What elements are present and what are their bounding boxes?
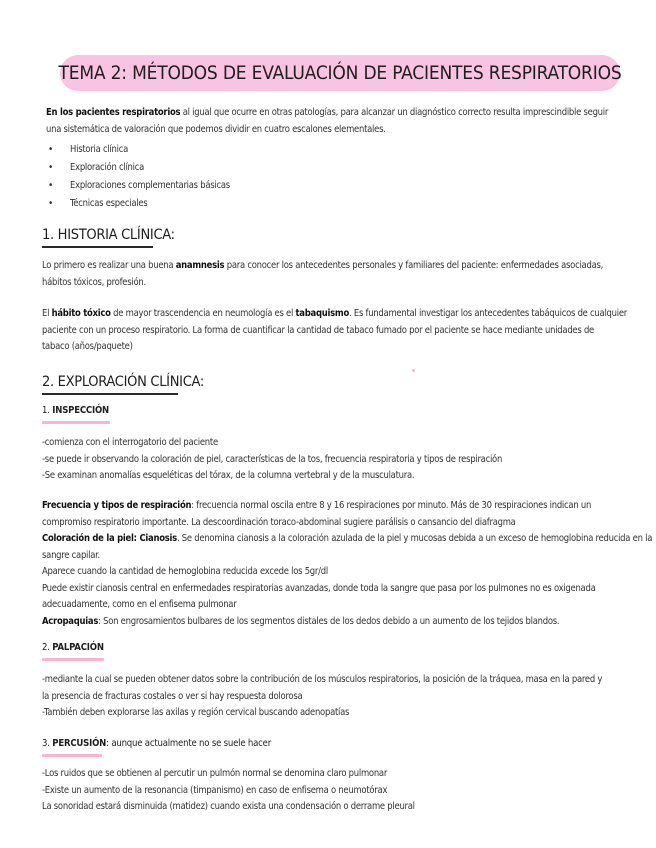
subheading-percusion: 3. PERCUSIÓN: aunque actualmente no se suele hacer xyxy=(42,738,272,749)
historia-paragraph-1: Lo primero es realizar una buena anamnesis para conocer los antecedentes personales y familiares del paciente: enfermedades asociadas, hábitos tóxicos, profesión. xyxy=(42,260,604,288)
intro-line-1: al igual que ocurre en otras patologías, para alcanzar un diagnóstico correcto resulta imprescindible seguir xyxy=(180,107,609,118)
subheading-underline xyxy=(42,658,104,661)
frecuencia-term: Frecuencia y tipos de respiración xyxy=(42,500,192,511)
subheading-inspeccion: 1. INSPECCIÓN xyxy=(42,405,109,416)
historia-paragraph-2: El hábito tóxico de mayor trascendencia en neumología es el tabaquismo. Es fundamental investigar los antecedentes tabáquicos de cualquier paciente con un proceso respiratorio. La forma de cuantificar la cantidad de tabaco fumado por el paciente se hace mediante unidades de tabaco (años/paquete) xyxy=(42,308,627,352)
tabaquismo-term: tabaquismo xyxy=(295,308,350,319)
intro-bold: En los pacientes respiratorios xyxy=(46,107,181,118)
subheading-underline xyxy=(42,754,102,757)
subheading-palpacion: 2. PALPACIÓN xyxy=(42,642,104,653)
acropaquias-term: Acropaquias xyxy=(42,615,99,627)
page-title: TEMA 2: MÉTODOS DE EVALUACIÓN DE PACIENTES RESPIRATORIOS xyxy=(58,62,622,84)
inspeccion-notes: -comienza con el interrogatorio del paciente -se puede ir observando la coloración de piel, características de la tos, frecuencia respiratoria y tipos de respiración -Se examinan anomalías esqueléticas del tórax, de la columna vertebral y de la musculatura. xyxy=(42,437,503,481)
anamnesis-term: anamnesis xyxy=(175,260,225,271)
list-item: • Historia clínica xyxy=(46,141,230,159)
coloracion-term: Coloración de la piel: Cianosis xyxy=(42,533,177,544)
section-heading-historia: 1. HISTORIA CLÍNICA: xyxy=(42,227,175,243)
title-banner xyxy=(60,55,620,91)
section-heading-exploracion: 2. EXPLORACIÓN CLÍNICA: xyxy=(42,374,204,390)
palpacion-notes: -mediante la cual se pueden obtener datos sobre la contribución de los músculos respiratorios, la posición de la tráquea, masa en la pared y la presencia de fracturas costales o ver si hay respuesta dolorosa -También deben explorarse las axilas y región cervical buscando adenopatías xyxy=(42,674,603,718)
intro-line-2: una sistemática de valoración que podemos dividir en cuatro escalones elementales. xyxy=(46,123,386,135)
subheading-underline xyxy=(42,421,110,424)
intro-paragraph xyxy=(46,105,608,138)
inspeccion-details: Frecuencia y tipos de respiración: frecuencia normal oscila entre 8 y 16 respiraciones por minuto. Más de 30 respiraciones indican un compromiso respiratorio importante. La descoordinación toraco-abdominal sugiere parálisis o cansancio del diafragma Coloración de la piel: Cianosis. Se denomina cianosis a la coloración azulada de la piel y mucosas debida a un exceso de hemoglobina reducida en la sangre capilar. Aparece cuando la cantidad de hemoglobina reducida excede los 5gr/dl Puede existir cianosis central en enfermedades respiratorias avanzadas, donde toda la sangre que pasa por los pulmones no es oxigenada adecuadamente, como en el enfisema pulmonar Acropaquias: Son engrosamientos bulbares de los segmentos distales de los dedos debido a un aumento de los tejidos blandos. xyxy=(42,500,653,627)
list-item: • Exploraciones complementarias básicas xyxy=(46,177,230,195)
heading-underline xyxy=(42,393,178,395)
pink-dot xyxy=(412,369,415,372)
list-item: • Técnicas especiales xyxy=(46,195,230,213)
heading-underline xyxy=(42,246,153,248)
habito-term: hábito tóxico xyxy=(51,308,111,319)
list-item: • Exploración clínica xyxy=(46,159,230,177)
percusion-notes: -Los ruidos que se obtienen al percutir un pulmón normal se denomina claro pulmonar -Existe un aumento de la resonancia (timpanismo) en caso de enfisema o neumotórax La sonoridad estará disminuida (matidez) cuando exista una condensación o derrame pleural xyxy=(42,768,415,812)
steps-list xyxy=(46,141,230,213)
